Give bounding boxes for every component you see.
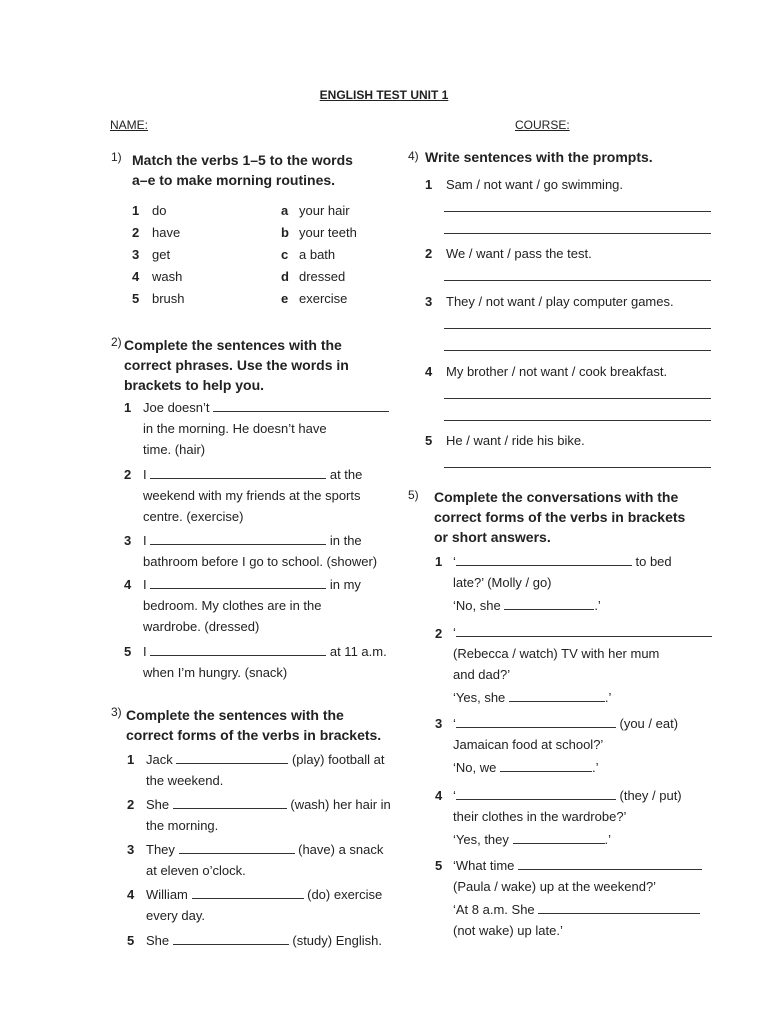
q5-text: (they / put): [615, 788, 682, 803]
q5-text: and dad?’: [453, 667, 511, 682]
answer-line[interactable]: [444, 467, 711, 468]
q2-item: [143, 464, 362, 527]
q3-item: [146, 930, 382, 951]
q3-item-number: 4: [127, 887, 135, 902]
q3-text: She: [146, 933, 173, 948]
q3-item: [146, 749, 384, 791]
q2-heading-line: brackets to help you.: [124, 377, 265, 393]
q3-text: the morning.: [146, 818, 219, 833]
q5-text: ‘What time: [453, 858, 519, 873]
answer-line[interactable]: [444, 211, 711, 212]
q5-heading-line: Complete the conversations with the: [434, 489, 679, 505]
q2-text: in the: [326, 533, 362, 548]
q3-text: (study) English.: [288, 933, 382, 948]
answer-blank[interactable]: [179, 841, 295, 854]
q3-text: (have) a snack: [294, 842, 384, 857]
q1-word: your hair: [299, 203, 350, 218]
q4-prompt: We / want / pass the test.: [446, 246, 592, 261]
q3-heading-line: correct forms of the verbs in brackets.: [126, 727, 382, 743]
q2-text: in the morning. He doesn’t have: [143, 421, 327, 436]
answer-line[interactable]: [444, 420, 711, 421]
q5-heading-line: or short answers.: [434, 529, 551, 545]
q5-text: (Rebecca / watch) TV with her mum: [453, 646, 660, 661]
q5-item-number: 2: [435, 626, 443, 641]
q5-text: .’: [604, 690, 612, 705]
q3-text: (play) football at: [288, 752, 385, 767]
q2-text: in my: [326, 577, 361, 592]
q1-verb-number: 4: [132, 269, 140, 284]
q3-item-number: 2: [127, 797, 135, 812]
q5-text: Jamaican food at school?’: [453, 737, 604, 752]
q3-text: They: [146, 842, 179, 857]
answer-line[interactable]: [444, 398, 711, 399]
q3-text: She: [146, 797, 173, 812]
q5-text: ‘Yes, they: [453, 832, 513, 847]
answer-blank[interactable]: [504, 597, 594, 610]
q2-heading: [124, 335, 349, 395]
q5-item-number: 5: [435, 858, 443, 873]
q3-item-number: 3: [127, 842, 135, 857]
q4-item-number: 2: [425, 246, 433, 261]
answer-blank[interactable]: [150, 466, 326, 479]
q2-text: bedroom. My clothes are in the: [143, 598, 322, 613]
answer-blank[interactable]: [213, 399, 389, 412]
q5-item: [453, 713, 678, 778]
q5-item: [453, 622, 712, 708]
q4-heading: Write sentences with the prompts.: [425, 149, 653, 165]
answer-blank[interactable]: [518, 857, 702, 870]
q5-text: to bed: [631, 554, 672, 569]
q2-text: I: [143, 577, 151, 592]
answer-blank[interactable]: [456, 624, 712, 637]
answer-blank[interactable]: [150, 532, 326, 545]
q3-number: 3): [111, 705, 122, 719]
q1-word-letter: d: [281, 269, 289, 284]
q5-text: ‘Yes, she: [453, 690, 509, 705]
q1-heading-line: Match the verbs 1–5 to the words: [132, 152, 353, 168]
q3-item-number: 5: [127, 933, 135, 948]
q5-text: (Paula / wake) up at the weekend?’: [453, 879, 657, 894]
q3-heading: [126, 705, 381, 745]
q2-text: when I’m hungry. (snack): [143, 665, 288, 680]
q3-item: [146, 839, 383, 881]
q5-item: [453, 855, 702, 941]
q1-verb: get: [152, 247, 171, 262]
q5-text: ‘: [453, 788, 456, 803]
q2-text: time. (hair): [143, 442, 206, 457]
answer-blank[interactable]: [456, 553, 632, 566]
q2-text: I: [143, 533, 151, 548]
q2-text: I: [143, 467, 151, 482]
q1-word: dressed: [299, 269, 346, 284]
q1-word-letter: e: [281, 291, 289, 306]
q2-item: [143, 397, 389, 460]
name-label: NAME:: [110, 118, 149, 132]
q5-text: (not wake) up late.’: [453, 923, 563, 938]
q2-item: [143, 641, 387, 683]
q2-heading-line: correct phrases. Use the words in: [124, 357, 349, 373]
q2-item-number: 3: [124, 533, 132, 548]
answer-blank[interactable]: [150, 576, 326, 589]
page-title: ENGLISH TEST UNIT 1: [319, 88, 449, 102]
q5-text: ‘: [453, 716, 456, 731]
answer-blank[interactable]: [509, 689, 605, 702]
q5-text: ‘: [453, 625, 456, 640]
q1-verb-number: 1: [132, 203, 140, 218]
q3-text: every day.: [146, 908, 206, 923]
q1-word-letter: a: [281, 203, 289, 218]
q1-verb: have: [152, 225, 181, 240]
answer-blank[interactable]: [456, 715, 616, 728]
q1-verb-number: 2: [132, 225, 140, 240]
q5-item-number: 4: [435, 788, 443, 803]
answer-blank[interactable]: [192, 886, 304, 899]
q2-item-number: 2: [124, 467, 132, 482]
q2-item: [143, 530, 377, 572]
q5-item-number: 1: [435, 554, 443, 569]
q5-heading-line: correct forms of the verbs in brackets: [434, 509, 686, 525]
q2-text: Joe doesn’t: [143, 400, 214, 415]
q3-text: (wash) her hair in: [286, 797, 391, 812]
q5-text: ‘At 8 a.m. She: [453, 902, 539, 917]
q5-text: late?’ (Molly / go): [453, 575, 552, 590]
q2-text: at the: [326, 467, 363, 482]
q5-text: their clothes in the wardrobe?’: [453, 809, 627, 824]
q3-text: the weekend.: [146, 773, 224, 788]
q5-text: ‘No, we: [453, 760, 500, 775]
q3-text: at eleven o’clock.: [146, 863, 246, 878]
q1-verb: brush: [152, 291, 185, 306]
q2-item-number: 1: [124, 400, 132, 415]
answer-blank[interactable]: [500, 759, 592, 772]
q1-verb-number: 5: [132, 291, 140, 306]
q5-text: .’: [604, 832, 612, 847]
q1-heading-line: a–e to make morning routines.: [132, 172, 336, 188]
answer-blank[interactable]: [173, 796, 287, 809]
q3-text: William: [146, 887, 192, 902]
q3-item: [146, 794, 391, 836]
q5-text: .’: [591, 760, 599, 775]
q4-item-number: 3: [425, 294, 433, 309]
q1-number: 1): [111, 150, 122, 164]
q3-heading-line: Complete the sentences with the: [126, 707, 344, 723]
q5-text: ‘No, she: [453, 598, 505, 613]
q5-heading: [434, 487, 685, 547]
q4-prompt: They / not want / play computer games.: [446, 294, 674, 309]
q2-text: I: [143, 644, 151, 659]
q1-verb-number: 3: [132, 247, 140, 262]
q2-text: weekend with my friends at the sports: [143, 488, 361, 503]
q5-text: ‘: [453, 554, 456, 569]
q2-text: centre. (exercise): [143, 509, 244, 524]
q2-text: wardrobe. (dressed): [143, 619, 260, 634]
answer-blank[interactable]: [173, 932, 289, 945]
q1-word-letter: c: [281, 247, 289, 262]
q2-text: at 11 a.m.: [326, 644, 387, 659]
q4-prompt: My brother / not want / cook breakfast.: [446, 364, 668, 379]
answer-line[interactable]: [444, 280, 711, 281]
q2-heading-line: Complete the sentences with the: [124, 337, 342, 353]
q3-text: Jack: [146, 752, 177, 767]
q1-verb: wash: [152, 269, 183, 284]
q4-prompt: Sam / not want / go swimming.: [446, 177, 624, 192]
course-label: COURSE:: [515, 118, 570, 132]
q2-item-number: 5: [124, 644, 132, 659]
q4-item-number: 1: [425, 177, 433, 192]
q5-text: (you / eat): [615, 716, 679, 731]
q2-item-number: 4: [124, 577, 132, 592]
q2-text: bathroom before I go to school. (shower): [143, 554, 378, 569]
q5-item-number: 3: [435, 716, 443, 731]
answer-blank[interactable]: [513, 831, 605, 844]
q3-item: [146, 884, 382, 926]
q1-word: your teeth: [299, 225, 357, 240]
q1-word: a bath: [299, 247, 336, 262]
q1-verb: do: [152, 203, 167, 218]
q2-item: [143, 574, 361, 637]
q1-word: exercise: [299, 291, 348, 306]
q4-prompt: He / want / ride his bike.: [446, 433, 585, 448]
answer-blank[interactable]: [150, 643, 326, 656]
q4-number: 4): [408, 149, 419, 163]
q5-item: [453, 785, 682, 850]
q5-item: [453, 551, 672, 616]
answer-blank[interactable]: [538, 901, 700, 914]
q5-text: .’: [594, 598, 601, 613]
answer-line[interactable]: [444, 233, 711, 234]
q1-word-letter: b: [281, 225, 289, 240]
answer-line[interactable]: [444, 350, 711, 351]
q3-item-number: 1: [127, 752, 135, 767]
answer-blank[interactable]: [176, 751, 288, 764]
q4-item-number: 4: [425, 364, 433, 379]
answer-line[interactable]: [444, 328, 711, 329]
q2-number: 2): [111, 335, 122, 349]
answer-blank[interactable]: [456, 787, 616, 800]
q3-text: (do) exercise: [303, 887, 383, 902]
q1-heading: [132, 150, 353, 190]
q4-item-number: 5: [425, 433, 433, 448]
q5-number: 5): [408, 488, 419, 502]
